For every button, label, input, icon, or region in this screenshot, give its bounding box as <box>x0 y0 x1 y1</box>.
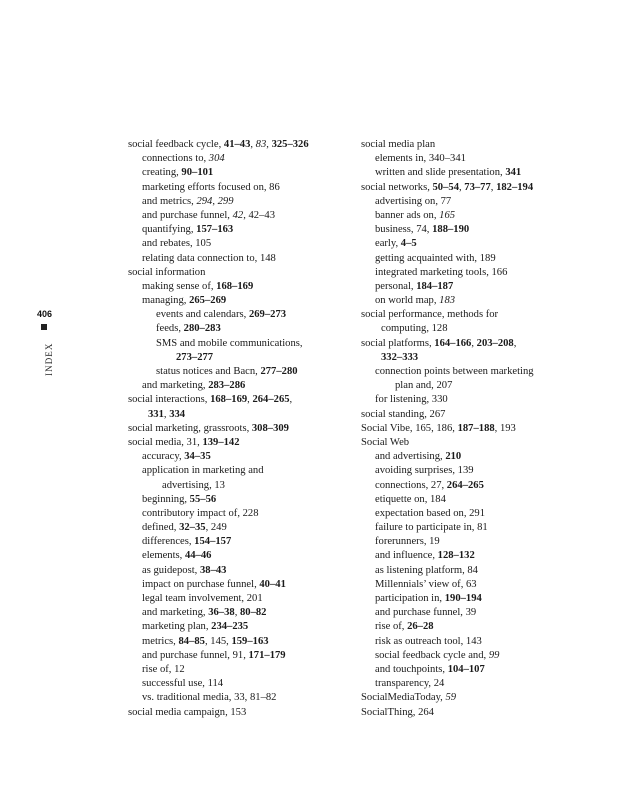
index-entry <box>128 649 338 663</box>
page-ref-bold: 273–277 <box>176 351 214 363</box>
page-ref-bold: 159–163 <box>231 635 269 647</box>
page-ref-italic: 42 <box>232 209 244 221</box>
index-entry <box>128 266 338 280</box>
entry-text: events and calendars, <box>156 309 249 321</box>
index-entry <box>128 464 338 478</box>
entry-text: , <box>513 337 517 349</box>
entry-text: and purchase funnel, 91, <box>142 649 249 661</box>
index-entry <box>128 166 338 180</box>
entry-text: , <box>234 607 240 619</box>
index-entry <box>128 578 338 592</box>
entry-text: SocialMediaToday, <box>361 692 446 704</box>
index-entry <box>361 294 583 308</box>
index-entry <box>128 606 338 620</box>
page-ref-bold: 36–38 <box>208 607 235 619</box>
entry-text: , 249 <box>205 522 227 534</box>
index-entry <box>361 564 583 578</box>
page-ref-bold: 203–208 <box>476 337 514 349</box>
index-entry <box>361 266 583 280</box>
entry-text: and metrics, <box>142 195 197 207</box>
entry-text: and marketing, <box>142 380 209 392</box>
index-entry <box>128 365 338 379</box>
page-ref-bold: 269–273 <box>248 309 287 321</box>
entry-text: failure to participate in, 81 <box>375 522 488 534</box>
entry-text: social standing, 267 <box>361 408 446 420</box>
entry-text: expectation based on, 291 <box>375 507 486 519</box>
page-ref-bold: 32–35 <box>179 522 206 534</box>
entry-text: differences, <box>142 536 195 548</box>
index-entry <box>128 379 338 393</box>
index-entry <box>361 635 583 649</box>
entry-text: early, <box>375 238 401 250</box>
index-entry <box>128 308 338 322</box>
entry-text: application in marketing and <box>142 465 264 477</box>
index-entry <box>361 620 583 634</box>
index-entry <box>361 464 583 478</box>
index-entry <box>361 691 583 705</box>
page-ref-bold: 277–280 <box>260 366 298 377</box>
index-entry <box>361 422 583 436</box>
page-ref-bold: 325–326 <box>271 139 309 150</box>
index-entry <box>361 308 583 322</box>
page-ref-italic: 304 <box>208 153 225 165</box>
entry-text: social performance, methods for <box>361 309 499 321</box>
entry-text: advertising on, 77 <box>375 195 452 207</box>
entry-text: personal, <box>375 280 417 292</box>
entry-text: connections, 27, <box>375 479 447 491</box>
entry-text: rise of, 12 <box>142 663 185 675</box>
entry-text: social platforms, <box>361 337 435 349</box>
entry-text: , <box>163 408 170 420</box>
index-entry <box>361 706 583 720</box>
index-entry <box>128 393 338 407</box>
page-ref-italic: 99 <box>488 649 500 661</box>
entry-text: etiquette on, 184 <box>375 493 446 505</box>
entry-text: and purchase funnel, 39 <box>375 607 477 619</box>
page-ref-bold: 55–56 <box>189 493 217 505</box>
page-ref-bold: 168–169 <box>216 280 254 292</box>
entry-text: Social Web <box>361 436 410 448</box>
page-ref-bold: 154–157 <box>194 536 232 548</box>
index-entry <box>128 549 338 563</box>
index-entry <box>128 422 338 436</box>
index-entry <box>361 209 583 223</box>
entry-text: , <box>250 139 256 150</box>
entry-text: transparency, 24 <box>375 678 445 690</box>
entry-text: successful use, 114 <box>142 678 224 690</box>
page-ref-bold: 264–265 <box>446 479 484 491</box>
page-ref-bold: 264–265 <box>252 394 290 406</box>
index-entry <box>128 436 338 450</box>
page-ref-bold: 90–101 <box>181 167 214 179</box>
page-ref-bold: 308–309 <box>251 422 289 434</box>
index-entry <box>128 564 338 578</box>
entry-text: , 193 <box>494 422 516 434</box>
entry-text: accuracy, <box>142 451 185 463</box>
entry-text: , <box>471 337 477 349</box>
index-entry <box>128 408 338 422</box>
entry-text: on world map, <box>375 295 440 307</box>
index-entry <box>361 365 583 379</box>
entry-text: connection points between marketing <box>375 366 534 377</box>
index-entry <box>128 479 338 493</box>
entry-text: social media, 31, <box>128 436 203 448</box>
entry-text: status notices and Bacn, <box>156 366 261 377</box>
page-number: 406 <box>37 309 53 319</box>
index-entry <box>128 223 338 237</box>
entry-text: vs. traditional media, 33, 81–82 <box>142 692 277 704</box>
page-ref-bold: 40–41 <box>259 578 286 590</box>
index-entry <box>361 351 583 365</box>
entry-text: and rebates, 105 <box>142 238 212 250</box>
index-entry <box>361 237 583 251</box>
page-ref-bold: 128–132 <box>437 550 475 562</box>
page-ref-bold: 283–286 <box>208 380 246 392</box>
index-entry <box>361 606 583 620</box>
entry-text: , <box>266 139 272 150</box>
index-entry <box>361 393 583 407</box>
entry-text: social interactions, <box>128 394 211 406</box>
index-column-right <box>361 138 583 720</box>
entry-text: as guidepost, <box>142 564 200 576</box>
index-entry <box>361 223 583 237</box>
index-entry <box>128 620 338 634</box>
index-entry <box>128 521 338 535</box>
index-entry <box>361 493 583 507</box>
entry-text: social media plan <box>361 139 436 150</box>
page-ref-bold: 104–107 <box>447 663 485 675</box>
page-ref-italic: 165 <box>439 209 456 221</box>
index-entry <box>128 209 338 223</box>
index-entry <box>128 592 338 606</box>
entry-text: and advertising, <box>375 451 446 463</box>
page-ref-italic: 294 <box>196 195 213 207</box>
entry-text: and marketing, <box>142 607 209 619</box>
entry-text: connections to, <box>142 153 209 165</box>
page-ref-bold: 50–54 <box>432 181 459 193</box>
index-entry <box>361 379 583 393</box>
entry-text: contributory impact of, 228 <box>142 507 259 519</box>
page-ref-italic: 83 <box>255 139 267 150</box>
entry-text: Millennials’ view of, 63 <box>375 578 477 590</box>
page-ref-bold: 34–35 <box>184 451 211 463</box>
index-entry <box>128 280 338 294</box>
entry-text: creating, <box>142 167 182 179</box>
index-entry <box>128 691 338 705</box>
index-entry <box>128 322 338 336</box>
entry-text: computing, 128 <box>381 323 448 335</box>
page-ref-bold: 188–190 <box>432 224 470 236</box>
page-ref-italic: 59 <box>445 692 457 704</box>
index-entry <box>361 408 583 422</box>
entry-text: , <box>458 181 465 193</box>
entry-text: social feedback cycle and, <box>375 649 489 661</box>
index-entry <box>361 479 583 493</box>
entry-text: relating data connection to, 148 <box>142 252 276 264</box>
page-ref-bold: 190–194 <box>444 593 482 604</box>
index-entry <box>361 507 583 521</box>
page-ref-bold: 4–5 <box>400 238 417 250</box>
entry-text: defined, <box>142 522 180 534</box>
entry-text: SMS and mobile communications, <box>156 337 303 349</box>
index-entry <box>361 252 583 266</box>
page-ref-bold: 184–187 <box>416 280 454 292</box>
page-ref-bold: 168–169 <box>210 394 248 406</box>
entry-text: social information <box>128 266 206 278</box>
entry-text: social media campaign, 153 <box>128 706 247 718</box>
index-entry <box>128 535 338 549</box>
entry-text: integrated marketing tools, 166 <box>375 266 508 278</box>
page-ref-bold: 80–82 <box>239 607 267 619</box>
page-ref-bold: 265–269 <box>189 295 227 307</box>
page-ref-bold: 44–46 <box>184 550 212 562</box>
entry-text: , <box>490 181 497 193</box>
entry-text: banner ads on, <box>375 209 440 221</box>
page-ref-bold: 41–43 <box>223 139 251 150</box>
index-entry <box>128 152 338 166</box>
entry-text: business, 74, <box>375 224 433 236</box>
entry-text: and influence, <box>375 550 438 562</box>
index-entry <box>361 181 583 195</box>
entry-text: , 145, <box>204 635 232 647</box>
entry-text: forerunners, 19 <box>375 536 440 548</box>
entry-text: advertising, 13 <box>162 479 225 491</box>
entry-text: , <box>247 394 253 406</box>
index-entry <box>128 677 338 691</box>
page-ref-italic: 299 <box>217 195 234 207</box>
entry-text: Social Vibe, 165, 186, <box>361 422 458 434</box>
entry-text: making sense of, <box>142 280 217 292</box>
index-entry <box>361 663 583 677</box>
index-entry <box>361 649 583 663</box>
page-ref-bold: 139–142 <box>202 436 240 448</box>
index-entry <box>128 237 338 251</box>
index-entry <box>361 535 583 549</box>
section-label: INDEX <box>44 342 54 376</box>
index-entry <box>128 493 338 507</box>
entry-text: and touchpoints, <box>375 663 448 675</box>
index-entry <box>128 181 338 195</box>
index-entry <box>361 195 583 209</box>
entry-text: legal team involvement, 201 <box>142 593 263 604</box>
index-entry <box>128 138 338 152</box>
index-entry <box>128 195 338 209</box>
entry-text: , <box>289 394 293 406</box>
entry-text: written and slide presentation, <box>375 167 506 179</box>
index-entry <box>361 578 583 592</box>
page-ref-bold: 341 <box>505 167 522 179</box>
page-ref-bold: 210 <box>445 451 462 463</box>
entry-text: beginning, <box>142 493 190 505</box>
page-ref-bold: 26–28 <box>407 621 434 633</box>
index-entry <box>361 592 583 606</box>
entry-text: impact on purchase funnel, <box>142 578 260 590</box>
page-ref-bold: 171–179 <box>248 649 286 661</box>
entry-text: social marketing, grassroots, <box>128 422 252 434</box>
index-entry <box>128 450 338 464</box>
page-ref-bold: 331 <box>148 408 164 420</box>
page-ref-bold: 73–77 <box>464 181 491 193</box>
page-ref-bold: 234–235 <box>211 621 249 633</box>
page-ref-bold: 334 <box>169 408 186 420</box>
entry-text: risk as outreach tool, 143 <box>375 635 482 647</box>
index-column-left <box>128 138 338 720</box>
index-entry <box>361 521 583 535</box>
index-entry <box>128 635 338 649</box>
entry-text: marketing efforts focused on, 86 <box>142 181 280 193</box>
page-ref-bold: 164–166 <box>434 337 472 349</box>
entry-text: as listening platform, 84 <box>375 564 478 576</box>
entry-text: , <box>212 195 218 207</box>
index-entry <box>128 663 338 677</box>
index-entry <box>361 337 583 351</box>
entry-text: avoiding surprises, 139 <box>375 465 474 477</box>
index-entry <box>361 549 583 563</box>
page-ref-bold: 84–85 <box>178 635 205 647</box>
entry-text: , 42–43 <box>243 209 275 221</box>
index-entry <box>128 706 338 720</box>
index-entry <box>361 166 583 180</box>
side-tab <box>22 280 62 390</box>
entry-text: elements, <box>142 550 185 562</box>
entry-text: getting acquainted with, 189 <box>375 252 496 264</box>
page-ref-bold: 187–188 <box>457 422 495 434</box>
entry-text: plan and, 207 <box>395 380 453 392</box>
page-ref-bold: 182–194 <box>496 181 534 193</box>
entry-text: and purchase funnel, <box>142 209 233 221</box>
entry-text: quantifying, <box>142 224 197 236</box>
entry-text: feeds, <box>156 323 184 335</box>
entry-text: rise of, <box>375 621 408 633</box>
entry-text: for listening, 330 <box>375 394 448 406</box>
entry-text: SocialThing, 264 <box>361 706 434 718</box>
entry-text: marketing plan, <box>142 621 212 633</box>
index-entry <box>361 322 583 336</box>
page-ref-bold: 157–163 <box>196 224 234 236</box>
page-ref-bold: 38–43 <box>199 564 227 576</box>
index-entry <box>361 450 583 464</box>
index-entry <box>128 252 338 266</box>
page-ref-bold: 332–333 <box>381 351 419 363</box>
index-entry <box>361 152 583 166</box>
page-ref-italic: 183 <box>439 295 456 307</box>
page-ref-bold: 280–283 <box>183 323 221 335</box>
entry-text: managing, <box>142 295 190 307</box>
index-entry <box>128 351 338 365</box>
index-entry <box>128 294 338 308</box>
index-entry <box>361 677 583 691</box>
entry-text: elements in, 340–341 <box>375 153 466 165</box>
index-entry <box>128 337 338 351</box>
index-entry <box>361 436 583 450</box>
entry-text: participation in, <box>375 593 445 604</box>
index-entry <box>128 507 338 521</box>
index-entry <box>361 280 583 294</box>
entry-text: social networks, <box>361 181 433 193</box>
index-entry <box>361 138 583 152</box>
entry-text: social feedback cycle, <box>128 139 224 150</box>
entry-text: metrics, <box>142 635 179 647</box>
